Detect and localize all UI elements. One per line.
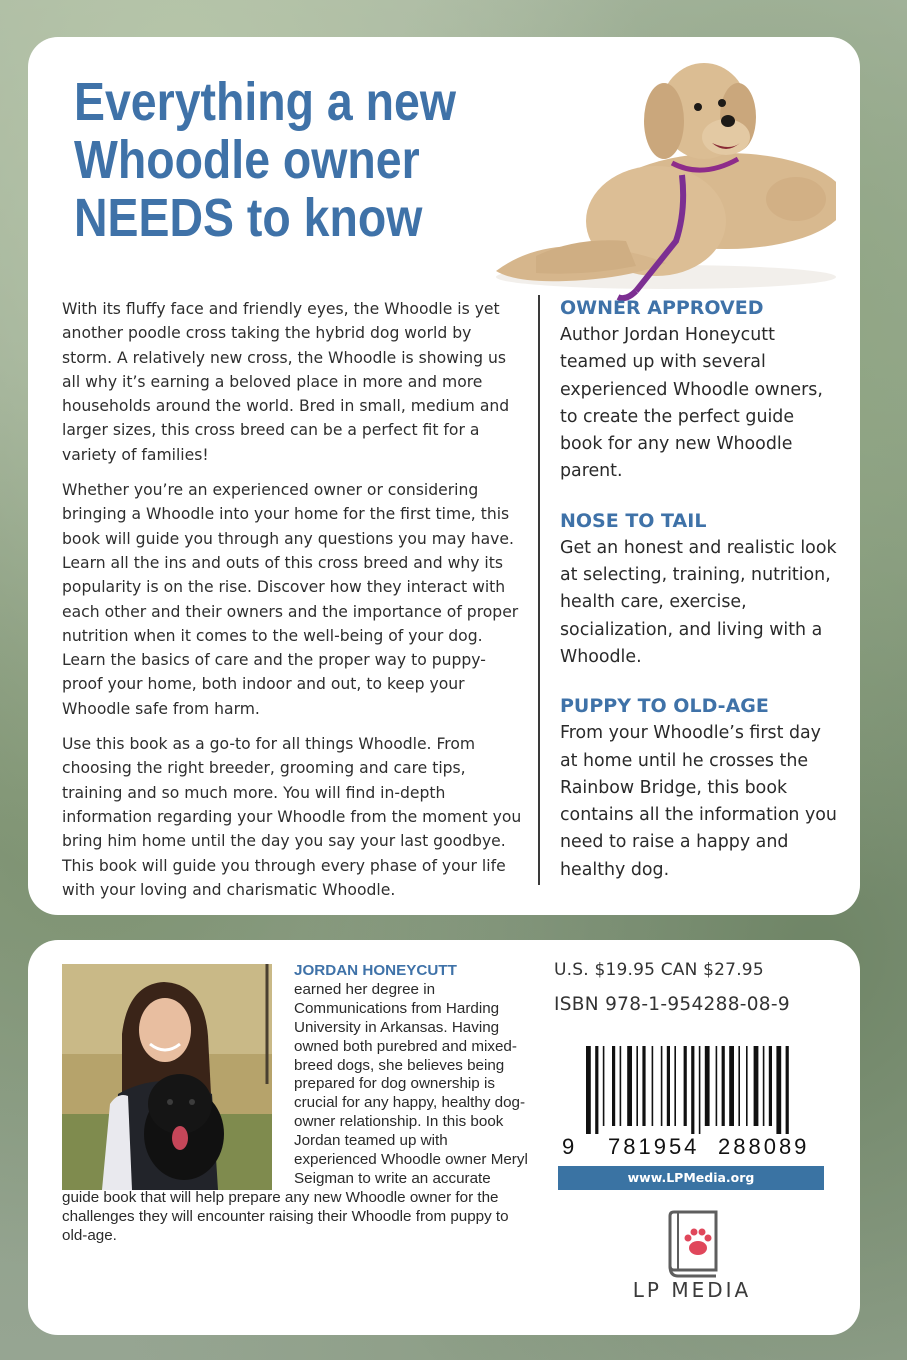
barcode-bar	[586, 1046, 591, 1134]
isbn-label: ISBN 978-1-954288-08-9	[554, 994, 790, 1015]
barcode-bar	[667, 1046, 670, 1126]
barcode-bar	[699, 1046, 701, 1134]
author-info-card	[28, 940, 860, 1335]
headline-line-1: Everything a new	[74, 72, 456, 132]
feature-nose-to-tail	[560, 508, 840, 671]
barcode-bar	[776, 1046, 781, 1134]
description-paragraph: Whether you’re an experienced owner or considering bringing a Whoodle into your home for the first time, this book will guide you through any questions you may have. Learn all the ins and outs of this cross breed and why its popularity is on the rise. Discover how they interact with each other and their owners and the importance of proper nutrition when it comes to the well-being of your dog. Learn the basics of care and the proper way to puppy-proof your home, both indoor and out, to keep your Whoodle safe from harm.	[62, 481, 519, 718]
headline-line-2: Whoodle owner	[74, 130, 420, 190]
barcode-bar	[612, 1046, 615, 1126]
feature-title: PUPPY TO OLD-AGE	[560, 695, 769, 718]
barcode-bar	[636, 1046, 638, 1126]
barcode-digit-prefix: 9	[562, 1134, 575, 1159]
column-divider	[538, 295, 540, 885]
feature-puppy-to-old-age	[560, 693, 840, 884]
author-bio-text: earned her degree in Communications from Harding University in Arkansas. Having owned both purebred and mixed-breed dogs, she believes being prepared for dog ownership is crucial for any happy, healthy dog-owner relationship. In this book Jordan teamed up with experienced Whoodle owner Meryl Seigman to write an accurate guide book that will help prepare any new Whoodle owner for the challenges they will encounter raising their Whoodle from puppy to old-age.	[62, 980, 528, 1244]
description-paragraph: With its fluffy face and friendly eyes, the Whoodle is yet another poodle cross taking the hybrid dog world by storm. A relatively new cross, the Whoodle is showing us all why it’s earning a beloved place in more and more households around the world. Bred in small, medium and larger sizes, this cross breed can be a perfect fit for a variety of families!	[62, 300, 510, 464]
isbn-barcode	[558, 1042, 826, 1160]
barcode-bar	[716, 1046, 718, 1126]
price-label: U.S. $19.95 CAN $27.95	[554, 960, 764, 980]
author-name: JORDAN HONEYCUTT	[294, 962, 457, 979]
dog-photo	[476, 51, 836, 301]
barcode-bar	[627, 1046, 632, 1126]
barcode-bar	[738, 1046, 740, 1126]
feature-text: Author Jordan Honeycutt teamed up with several experienced Whoodle owners, to create the perfect guide book for any new Whoodle parent.	[560, 325, 823, 482]
headline-line-3: NEEDS to know	[74, 188, 423, 248]
feature-text: Get an honest and realistic look at selecting, training, nutrition, health care, exercise, socialization, and living with a Whoodle.	[560, 537, 837, 667]
barcode-bar	[722, 1046, 725, 1126]
publisher-name: LP MEDIA	[632, 1278, 752, 1302]
barcode-bar	[705, 1046, 710, 1126]
barcode-digits-right: 288089	[718, 1134, 810, 1159]
description-column	[62, 297, 524, 913]
barcode-bar	[786, 1046, 789, 1134]
book-paw-icon	[660, 1210, 722, 1280]
barcode-bar	[595, 1046, 598, 1134]
front-info-card	[28, 37, 860, 915]
barcode-digits-left: 781954	[608, 1134, 700, 1159]
barcode-bar	[763, 1046, 765, 1126]
feature-text: From your Whoodle’s first day at home until he crosses the Rainbow Bridge, this book contains all the information you need to raise a happy and healthy dog.	[560, 723, 837, 880]
feature-title: NOSE TO TAIL	[560, 509, 707, 532]
description-paragraph: Use this book as a go-to for all things Whoodle. From choosing the right breeder, grooming and care tips, training and so much more. You will find in-depth information regarding your Whoodle from the moment you bring him home until the day you say your last goodbye. This book will guide you through every phase of your life with your loving and charismatic Whoodle.	[62, 735, 522, 899]
features-column	[560, 295, 840, 906]
barcode-bar	[691, 1046, 694, 1134]
barcode-bar	[603, 1046, 605, 1126]
author-bio	[62, 962, 532, 1246]
website-link[interactable]: www.LPMedia.org	[558, 1166, 824, 1190]
barcode-bar	[684, 1046, 687, 1126]
barcode-bar	[729, 1046, 734, 1126]
barcode-bar	[620, 1046, 622, 1126]
headline	[74, 72, 456, 248]
barcode-bar	[642, 1046, 645, 1126]
barcode-bar	[661, 1046, 663, 1126]
barcode-bar	[769, 1046, 772, 1126]
barcode-bar	[674, 1046, 676, 1126]
feature-title: OWNER APPROVED	[560, 297, 764, 319]
barcode-bar	[652, 1046, 654, 1126]
barcode-bar	[746, 1046, 748, 1126]
feature-owner-approved	[560, 295, 840, 486]
barcode-bar	[754, 1046, 759, 1126]
